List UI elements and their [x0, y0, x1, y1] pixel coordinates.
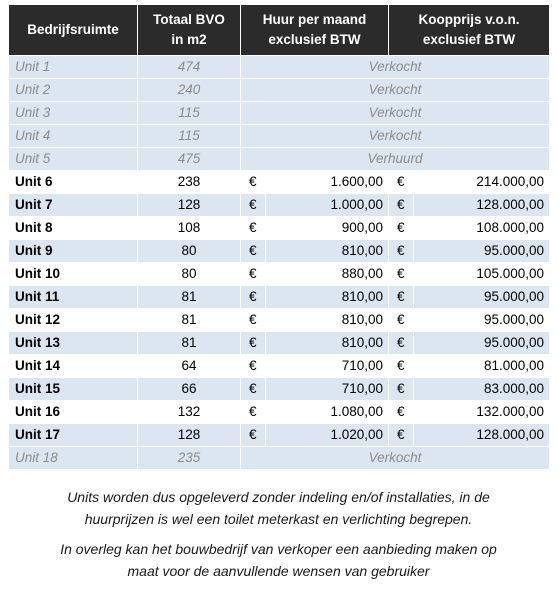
price-currency-cell: €: [389, 355, 414, 378]
rent-currency-cell: €: [241, 194, 266, 217]
unit-cell: Unit 15: [9, 378, 138, 401]
rent-cell: 1.000,00: [266, 194, 389, 217]
header-row: [9, 5, 550, 56]
header-unit: [9, 5, 138, 56]
custom-offer-note: [0, 538, 557, 582]
table-row: [9, 286, 550, 309]
rent-currency-cell: €: [241, 240, 266, 263]
price-currency-cell: €: [389, 424, 414, 447]
table-row: [9, 378, 550, 401]
unit-cell: Unit 5: [9, 148, 138, 171]
status-cell: Verkocht: [241, 56, 550, 79]
rent-currency-cell: €: [241, 378, 266, 401]
rent-currency-cell: €: [241, 263, 266, 286]
table-row: [9, 355, 550, 378]
unit-cell: Unit 7: [9, 194, 138, 217]
status-cell: Verkocht: [241, 79, 550, 102]
price-currency-cell: €: [389, 286, 414, 309]
bvo-cell: 238: [138, 171, 241, 194]
price-cell: 108.000,00: [414, 217, 550, 240]
price-cell: 128.000,00: [414, 194, 550, 217]
bvo-cell: 66: [138, 378, 241, 401]
bvo-cell: 81: [138, 332, 241, 355]
delivery-note-line1: Units worden dus opgeleverd zonder indeling en/of installaties, in de: [67, 489, 490, 505]
bvo-cell: 108: [138, 217, 241, 240]
header-price: [389, 5, 550, 56]
units-table: [8, 4, 550, 470]
rent-cell: 810,00: [266, 286, 389, 309]
unit-cell: Unit 11: [9, 286, 138, 309]
bvo-cell: 80: [138, 240, 241, 263]
unit-cell: Unit 2: [9, 79, 138, 102]
price-currency-cell: €: [389, 309, 414, 332]
table-row: [9, 56, 550, 79]
bvo-cell: 81: [138, 309, 241, 332]
status-cell: Verkocht: [241, 125, 550, 148]
rent-currency-cell: €: [241, 171, 266, 194]
unit-cell: Unit 6: [9, 171, 138, 194]
table-row: [9, 240, 550, 263]
rent-cell: 900,00: [266, 217, 389, 240]
price-cell: 95.000,00: [414, 332, 550, 355]
table-row: [9, 148, 550, 171]
custom-offer-note-line2: maat voor de aanvullende wensen van gebruiker: [127, 563, 430, 579]
rent-currency-cell: €: [241, 217, 266, 240]
table-row: [9, 125, 550, 148]
rent-cell: 880,00: [266, 263, 389, 286]
rent-cell: 1.080,00: [266, 401, 389, 424]
price-cell: 105.000,00: [414, 263, 550, 286]
price-currency-cell: €: [389, 171, 414, 194]
price-cell: 95.000,00: [414, 309, 550, 332]
table-row: [9, 263, 550, 286]
bvo-cell: 80: [138, 263, 241, 286]
unit-cell: Unit 3: [9, 102, 138, 125]
header-price-line1: Koopprijs v.o.n.: [418, 12, 520, 27]
table-row: [9, 401, 550, 424]
rent-currency-cell: €: [241, 355, 266, 378]
table-row: [9, 79, 550, 102]
price-currency-cell: €: [389, 194, 414, 217]
rent-currency-cell: €: [241, 309, 266, 332]
bvo-cell: 475: [138, 148, 241, 171]
price-currency-cell: €: [389, 332, 414, 355]
unit-cell: Unit 18: [9, 447, 138, 470]
custom-offer-note-line1: In overleg kan het bouwbedrijf van verkoper een aanbieding maken op: [60, 541, 497, 557]
price-currency-cell: €: [389, 263, 414, 286]
rent-cell: 710,00: [266, 378, 389, 401]
table-row: [9, 447, 550, 470]
price-currency-cell: €: [389, 401, 414, 424]
table-row: [9, 424, 550, 447]
table-row: [9, 217, 550, 240]
rent-cell: 810,00: [266, 240, 389, 263]
table-row: [9, 309, 550, 332]
rent-cell: 810,00: [266, 332, 389, 355]
header-bvo-line1: Totaal BVO: [153, 12, 225, 27]
header-price-line2: exclusief BTW: [422, 32, 516, 47]
bvo-cell: 115: [138, 102, 241, 125]
bvo-cell: 128: [138, 194, 241, 217]
table-row: [9, 171, 550, 194]
delivery-note-line2: huurprijzen is wel een toilet meterkast en verlichting begrepen.: [84, 511, 473, 527]
price-cell: 95.000,00: [414, 286, 550, 309]
header-rent-line1: Huur per maand: [262, 12, 367, 27]
bvo-cell: 235: [138, 447, 241, 470]
price-cell: 128.000,00: [414, 424, 550, 447]
header-rent-line2: exclusief BTW: [268, 32, 361, 47]
bvo-cell: 132: [138, 401, 241, 424]
rent-currency-cell: €: [241, 286, 266, 309]
bvo-cell: 128: [138, 424, 241, 447]
unit-cell: Unit 14: [9, 355, 138, 378]
price-cell: 214.000,00: [414, 171, 550, 194]
bvo-cell: 115: [138, 125, 241, 148]
unit-cell: Unit 9: [9, 240, 138, 263]
unit-cell: Unit 8: [9, 217, 138, 240]
price-currency-cell: €: [389, 240, 414, 263]
rent-cell: 810,00: [266, 309, 389, 332]
delivery-note: [0, 486, 557, 530]
unit-cell: Unit 1: [9, 56, 138, 79]
bvo-cell: 474: [138, 56, 241, 79]
table-row: [9, 332, 550, 355]
status-cell: Verkocht: [241, 447, 550, 470]
unit-cell: Unit 12: [9, 309, 138, 332]
rent-cell: 1.600,00: [266, 171, 389, 194]
rent-currency-cell: €: [241, 424, 266, 447]
table-row: [9, 102, 550, 125]
rent-currency-cell: €: [241, 332, 266, 355]
bvo-cell: 81: [138, 286, 241, 309]
header-unit-label: Bedrijfsruimte: [27, 22, 119, 37]
status-cell: Verhuurd: [241, 148, 550, 171]
rent-currency-cell: €: [241, 401, 266, 424]
price-cell: 83.000,00: [414, 378, 550, 401]
price-currency-cell: €: [389, 217, 414, 240]
header-rent: [241, 5, 389, 56]
unit-cell: Unit 4: [9, 125, 138, 148]
table-body: [9, 56, 550, 470]
price-currency-cell: €: [389, 378, 414, 401]
unit-cell: Unit 16: [9, 401, 138, 424]
table-row: [9, 194, 550, 217]
unit-cell: Unit 10: [9, 263, 138, 286]
unit-cell: Unit 13: [9, 332, 138, 355]
price-cell: 81.000,00: [414, 355, 550, 378]
bvo-cell: 240: [138, 79, 241, 102]
price-cell: 132.000,00: [414, 401, 550, 424]
header-bvo: [138, 5, 241, 56]
rent-cell: 1.020,00: [266, 424, 389, 447]
price-cell: 95.000,00: [414, 240, 550, 263]
bvo-cell: 64: [138, 355, 241, 378]
header-bvo-line2: in m2: [171, 32, 207, 47]
status-cell: Verkocht: [241, 102, 550, 125]
unit-cell: Unit 17: [9, 424, 138, 447]
rent-cell: 710,00: [266, 355, 389, 378]
